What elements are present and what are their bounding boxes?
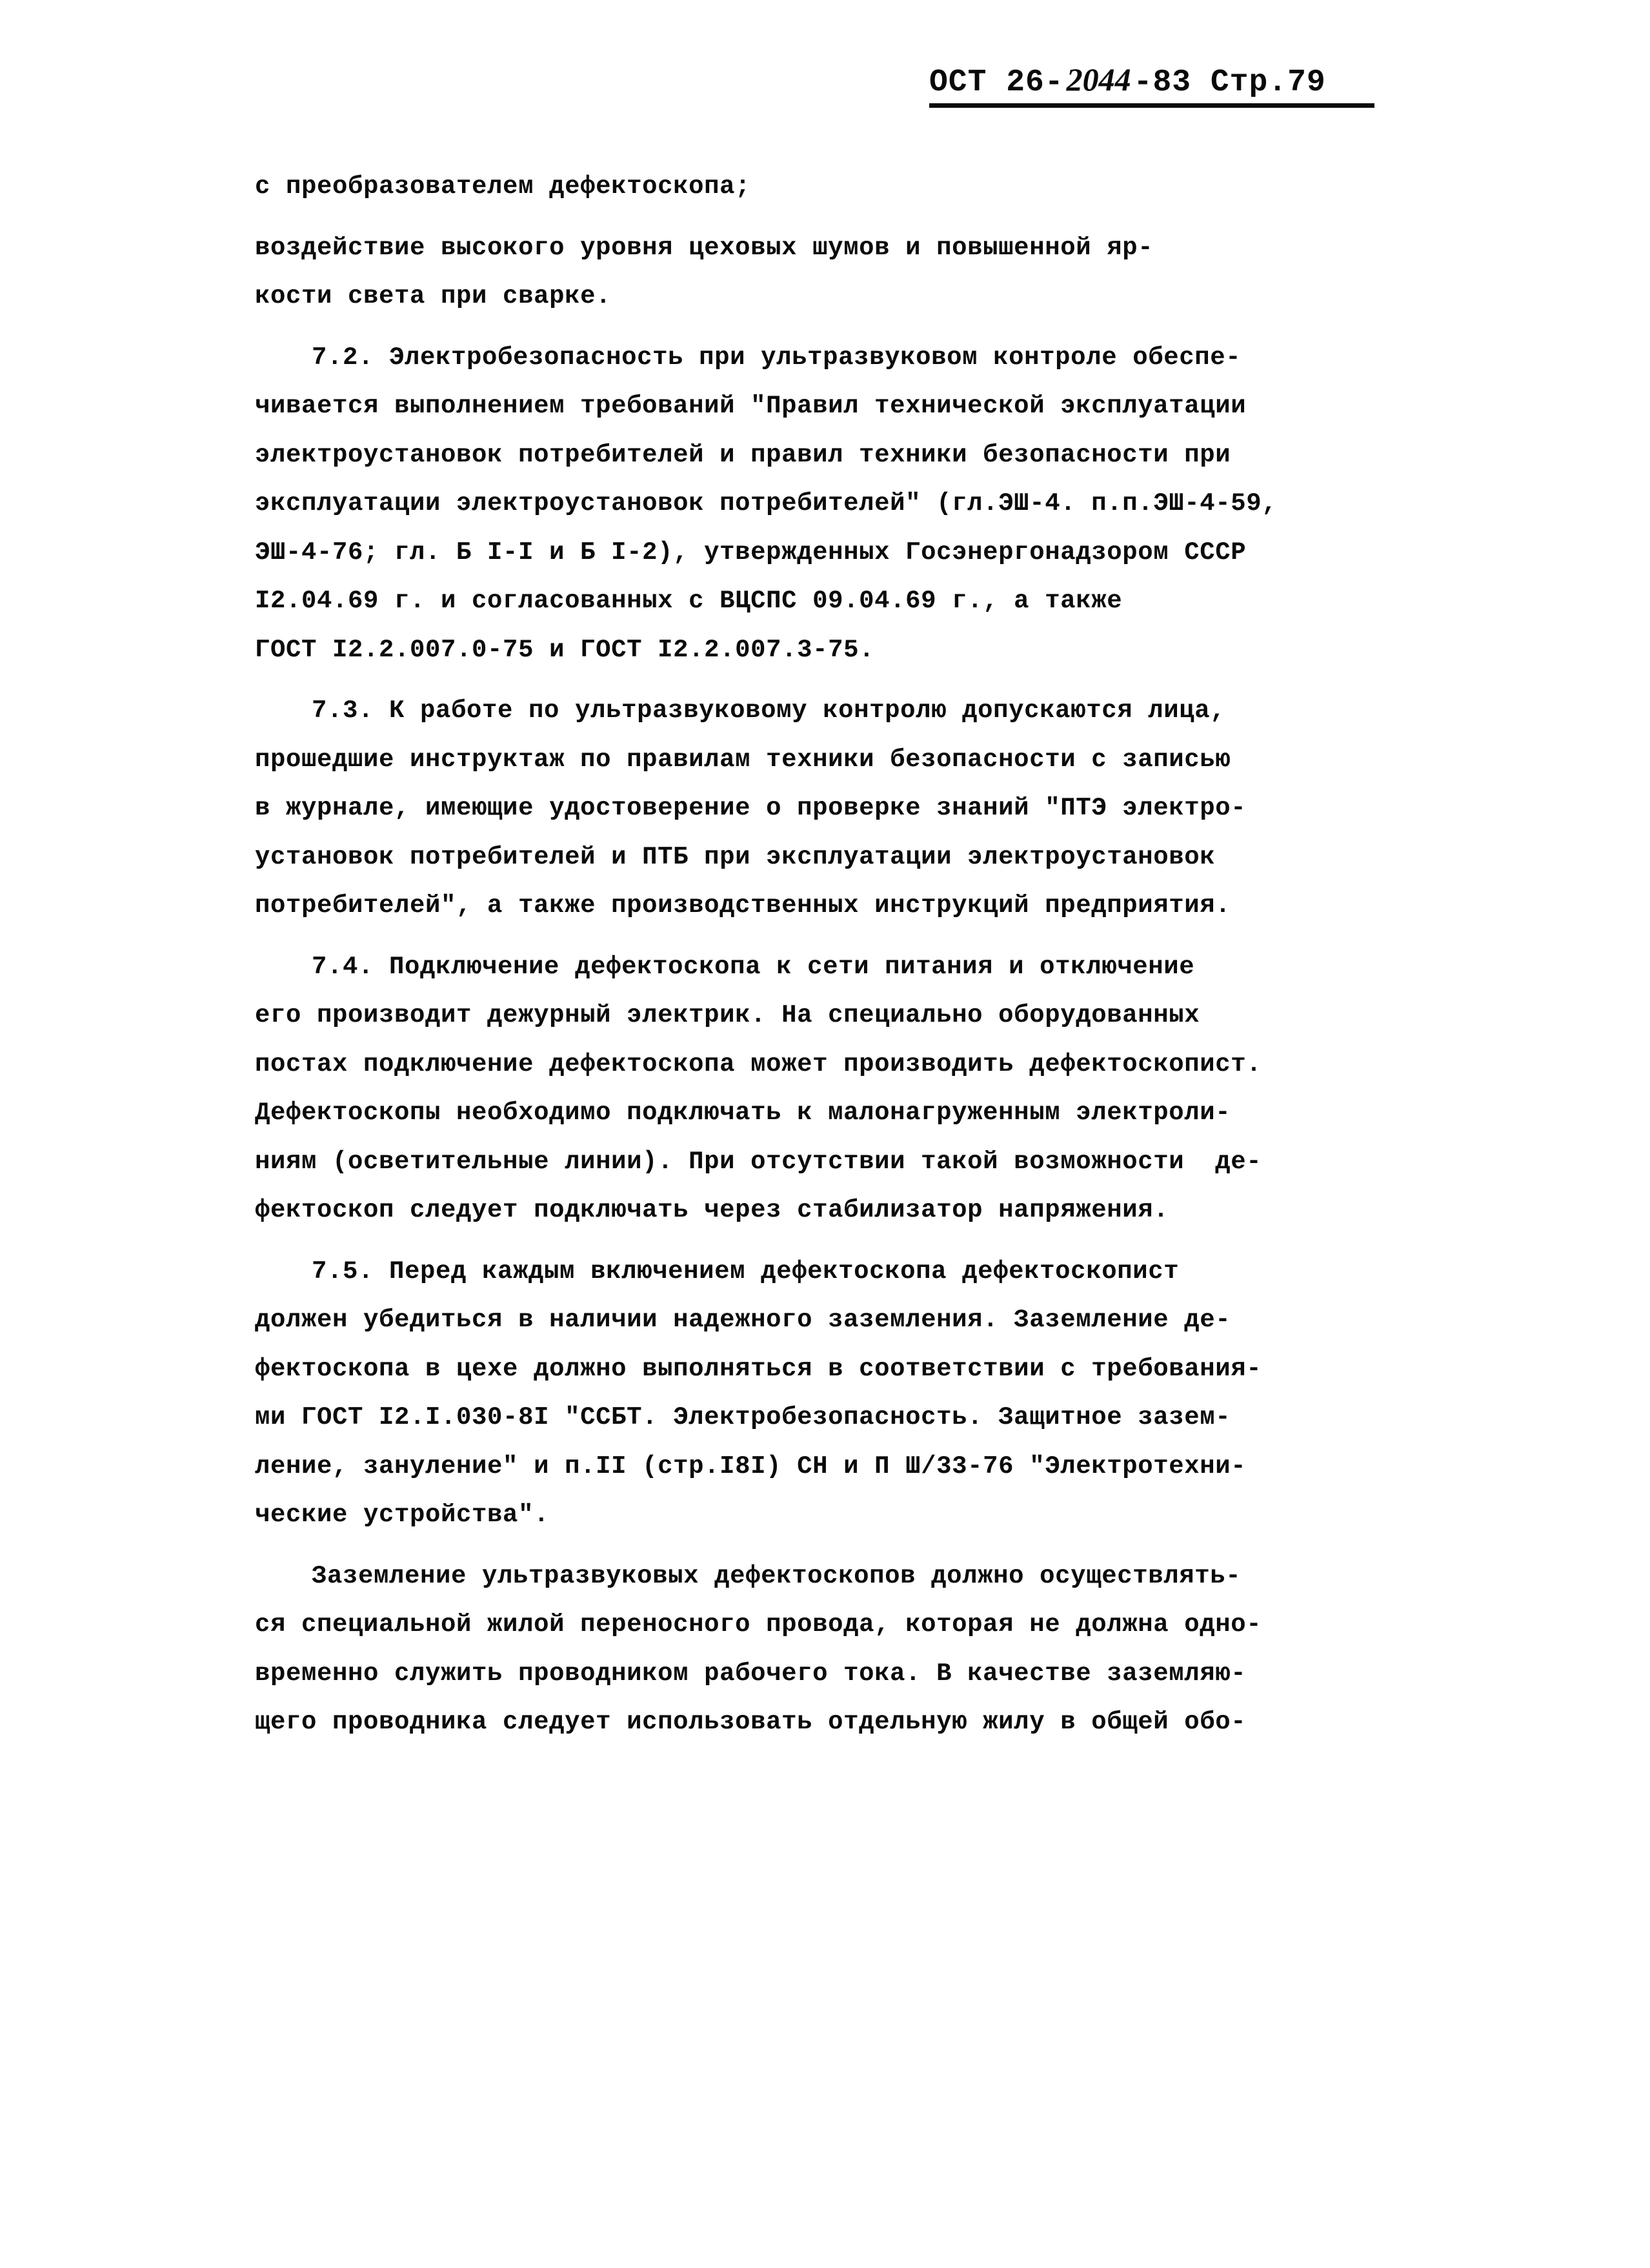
text-line: I2.04.69 г. и согласованных с ВЦСПС 09.04.69 г., а также bbox=[255, 587, 1123, 615]
page-label-spacer bbox=[1191, 67, 1211, 98]
text-line: прошедшие инструктаж по правилам техники безопасности с записью bbox=[255, 745, 1231, 774]
paragraph bbox=[255, 1552, 1484, 1747]
paragraph bbox=[255, 943, 1484, 1235]
text-line: фектоскопа в цехе должно выполняться в соответствии с требования- bbox=[255, 1354, 1262, 1383]
text-line: чивается выполнением требований "Правил технической эксплуатации bbox=[255, 392, 1247, 420]
text-line: 7.4. Подключение дефектоскопа к сети питания и отключение bbox=[312, 952, 1195, 981]
standard-prefix: ОСТ 26- bbox=[929, 65, 1064, 100]
text-line: 7.3. К работе по ультразвуковому контролю допускаются лица, bbox=[312, 696, 1226, 725]
text-line: Дефектоскопы необходимо подключать к малонагруженным электроли- bbox=[255, 1099, 1231, 1127]
text-line: постах подключение дефектоскопа может производить дефектоскопист. bbox=[255, 1049, 1262, 1078]
paragraph bbox=[255, 224, 1484, 321]
standard-designation bbox=[929, 63, 1326, 98]
text-line: его производит дежурный электрик. На специально оборудованных bbox=[255, 1001, 1200, 1029]
text-line: ГОСТ I2.2.007.0-75 и ГОСТ I2.2.007.3-75. bbox=[255, 635, 875, 664]
standard-suffix: -83 bbox=[1133, 65, 1192, 100]
text-line: должен убедиться в наличии надежного заземления. Заземление де- bbox=[255, 1306, 1231, 1334]
header-underline bbox=[929, 103, 1374, 108]
text-line: с преобразователем дефектоскопа; bbox=[255, 172, 751, 201]
text-line: электроустановок потребителей и правил техники безопасности при bbox=[255, 440, 1231, 469]
text-line: кости света при сварке. bbox=[255, 282, 612, 310]
text-line: временно служить проводником рабочего тока. В качестве заземляю- bbox=[255, 1659, 1247, 1688]
text-line: 7.5. Перед каждым включением дефектоскопа дефектоскопист bbox=[312, 1257, 1180, 1286]
text-line: ческие устройства". bbox=[255, 1501, 550, 1529]
text-line: ЭШ-4-76; гл. Б I-I и Б I-2), утвержденных Госэнергонадзором СССР bbox=[255, 538, 1247, 567]
text-line: Заземление ультразвуковых дефектоскопов должно осуществлять- bbox=[312, 1561, 1242, 1590]
text-line: установок потребителей и ПТБ при эксплуатации электроустановок bbox=[255, 842, 1216, 871]
paragraph bbox=[255, 334, 1484, 675]
text-line: 7.2. Электробезопасность при ультразвуковом контроле обеспе- bbox=[312, 343, 1242, 372]
text-line: в журнале, имеющие удостоверение о проверке знаний "ПТЭ электро- bbox=[255, 794, 1247, 822]
text-line: потребителей", а также производственных инструкций предприятия. bbox=[255, 891, 1231, 920]
text-line: ление, зануление" и п.II (стр.I8I) СН и П Ш/33-76 "Электротехни- bbox=[255, 1452, 1247, 1481]
text-line: фектоскоп следует подключать через стабилизатор напряжения. bbox=[255, 1196, 1169, 1224]
text-line: ми ГОСТ I2.I.030-8I "ССБТ. Электробезопасность. Защитное зазем- bbox=[255, 1403, 1231, 1432]
standard-number: 2044 bbox=[1066, 61, 1131, 97]
paragraph bbox=[255, 163, 1484, 212]
paragraph bbox=[255, 1248, 1484, 1540]
page-header bbox=[0, 63, 1650, 125]
page-header-inner bbox=[929, 63, 1374, 108]
text-line: щего проводника следует использовать отдельную жилу в общей обо- bbox=[255, 1708, 1247, 1736]
text-line: ся специальной жилой переносного провода, которая не должна одно- bbox=[255, 1610, 1262, 1639]
paragraph bbox=[255, 687, 1484, 931]
text-line: ниям (осветительные линии). При отсутствии такой возможности де- bbox=[255, 1147, 1262, 1176]
text-line: эксплуатации электроустановок потребителей" (гл.ЭШ-4. п.п.ЭШ-4-59, bbox=[255, 489, 1278, 518]
page-label: Стр.79 bbox=[1210, 65, 1326, 100]
text-line: воздействие высокого уровня цеховых шумов и повышенной яр- bbox=[255, 233, 1154, 262]
document-body bbox=[255, 163, 1484, 1747]
